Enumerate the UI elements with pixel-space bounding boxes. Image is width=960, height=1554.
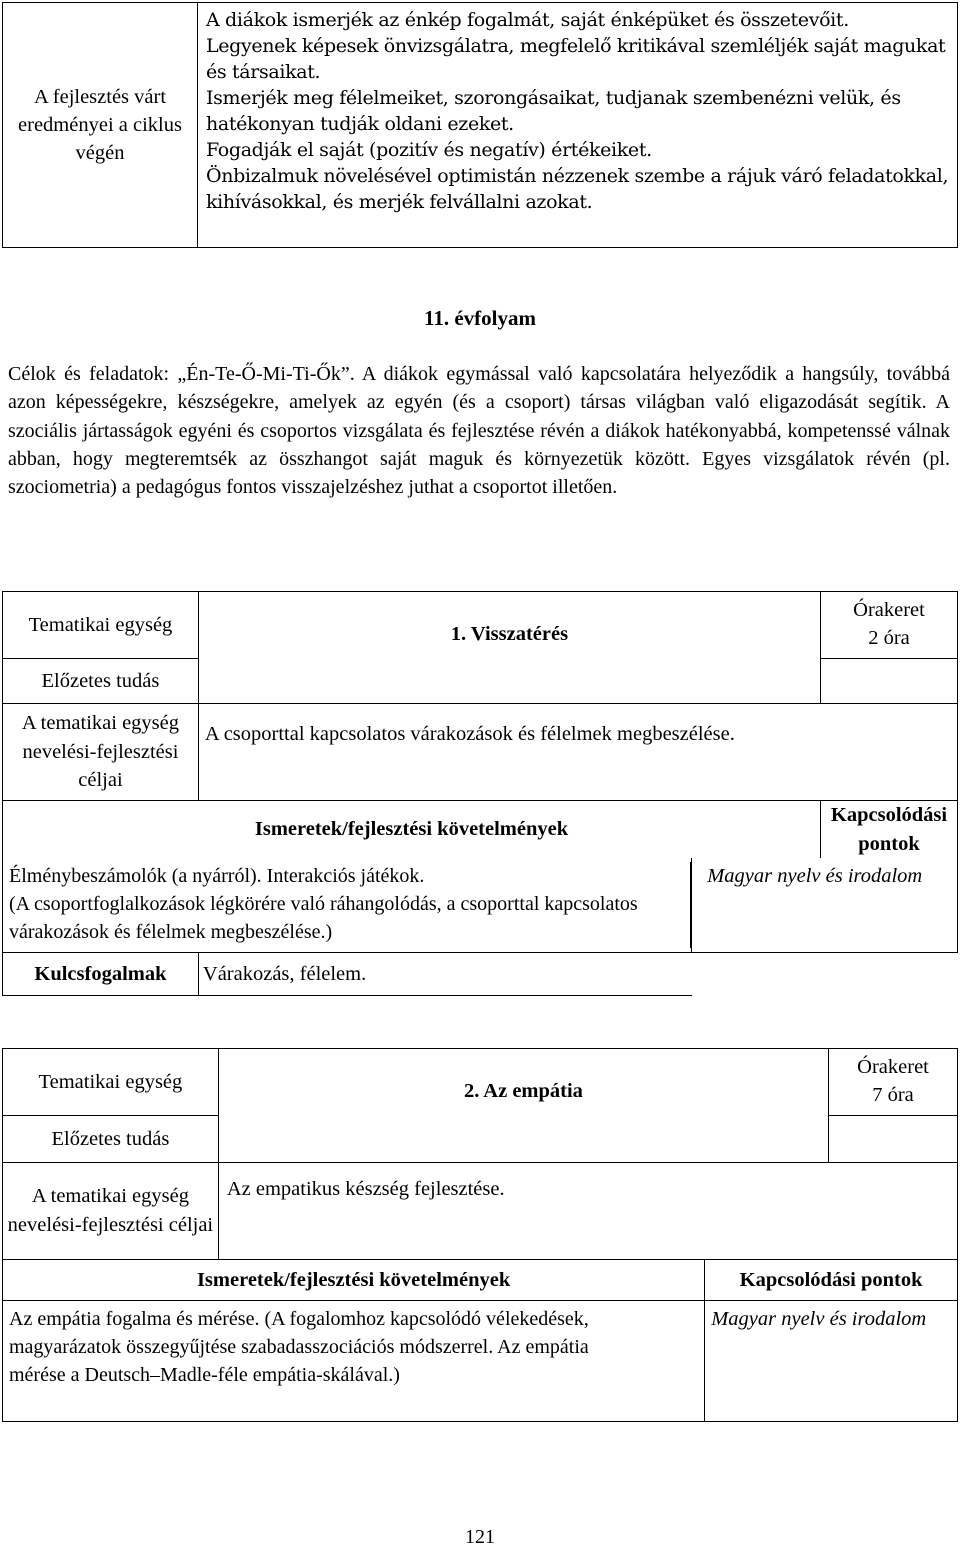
unit1-req-line1: Élménybeszámolók (a nyárról). Interakciós játékok.: [9, 865, 425, 888]
unit1-links-value: [692, 858, 958, 953]
unit1-key-value: Várakozás, félelem.: [198, 953, 691, 996]
grade-heading: 11. évfolyam: [424, 306, 536, 330]
unit2-title: 2. Az empátia: [218, 1049, 828, 1163]
unit2-goals-label: A tematikai egység nevelési-fejlesztési céljai: [3, 1163, 219, 1260]
outcome-line: Önbizalmuk növelésével optimistán nézzenek szembe a rájuk váró feladatokkal, kihívásokkal, és merjék felvállalni azokat.: [206, 165, 949, 214]
outcome-line: Legyenek képesek önvizsgálatra, megfelelő kritikával szemléljék saját magukat és társaikat.: [206, 35, 946, 84]
unit1-links-header: Kapcsolódási pontok: [821, 801, 958, 859]
page-number: 121: [465, 1526, 495, 1548]
unit2-prior-label: Előzetes tudás: [3, 1116, 219, 1163]
unit1-title: 1. Visszatérés: [198, 592, 820, 704]
unit1-goals-label: A tematikai egység nevelési-fejlesztési céljai: [3, 704, 199, 801]
unit2-req-value: Az empátia fogalma és mérése. (A fogalomhoz kapcsolódó vélekedések, magyarázatok összegyűjtése szabadasszociációs módszerrel. Az empátia mérése a Deutsch–Madle-féle empátia-skálával.): [3, 1301, 705, 1422]
outcomes-label: A fejlesztés várt eredményei a ciklus végén: [3, 3, 198, 248]
unit2-links-header: Kapcsolódási pontok: [705, 1260, 958, 1301]
unit2-prior-value: [829, 1116, 958, 1163]
outcomes-content: [198, 3, 958, 248]
outcomes-table: [2, 2, 958, 248]
outcome-line: Fogadják el saját (pozitív és negatív) értékeiket.: [206, 139, 652, 162]
outcome-line: A diákok ismerjék az énkép fogalmát, saját énképüket és összetevőit.: [206, 9, 849, 31]
unit1-prior-value: [821, 659, 958, 704]
unit1-req-value: [3, 858, 692, 953]
unit2-hours-label: Órakeret: [857, 1056, 929, 1079]
unit1-thematic-label: Tematikai egység: [3, 592, 199, 659]
unit2-goals-value: Az empatikus készség fejlesztése.: [218, 1163, 957, 1260]
unit2-table: [2, 1048, 958, 1422]
unit2-hours: [829, 1049, 958, 1116]
outcome-line: Ismerjék meg félelmeiket, szorongásaikat, tudjanak szembenézni velük, és hatékonyan tudják oldani ezeket.: [206, 87, 901, 136]
unit1-hours-label: Órakeret: [853, 599, 925, 622]
intro-paragraph: Célok és feladatok: „Én-Te-Ő-Mi-Ti-Ők”. A diákok egymással való kapcsolatára helyeződik a hangsúly, továbbá azon képességekre, készségekre, amelyek az egyén (és a csoport) társas világban való eligazodását segítik. A szociális jártasságok egyéni és csoportos vizsgálata és fejlesztése révén a diákok hatékonyabbá, kompetenssé válnak abban, hogy megteremtsék az összhangot saját maguk és környezetük között. Egyes vizsgálatok révén (pl. szociometria) a pedagógus fontos visszajelzéshez juthat a csoportot illetően.: [8, 363, 950, 499]
unit1-req-line2: (A csoportfoglalkozások légkörére való ráhangolódás, a csoporttal kapcsolatos várakozások és félelmek megbeszélése.): [9, 893, 638, 944]
unit1-hours-value: 2 óra: [868, 627, 910, 649]
unit2-links-value: Magyar nyelv és irodalom: [705, 1301, 958, 1422]
unit2-hours-value: 7 óra: [872, 1084, 914, 1106]
unit1-table: [2, 591, 958, 996]
unit1-req-header: Ismeretek/fejlesztési követelmények: [3, 801, 821, 859]
unit2-req-header: Ismeretek/fejlesztési követelmények: [3, 1260, 705, 1301]
unit1-goals-value: A csoporttal kapcsolatos várakozások és félelmek megbeszélése.: [198, 704, 957, 801]
unit1-prior-label: Előzetes tudás: [3, 659, 199, 704]
unit1-hours: [821, 592, 958, 659]
unit2-thematic-label: Tematikai egység: [3, 1049, 219, 1116]
unit1-links-text: Magyar nyelv és irodalom: [690, 862, 949, 948]
unit1-key-label: Kulcsfogalmak: [3, 953, 199, 996]
